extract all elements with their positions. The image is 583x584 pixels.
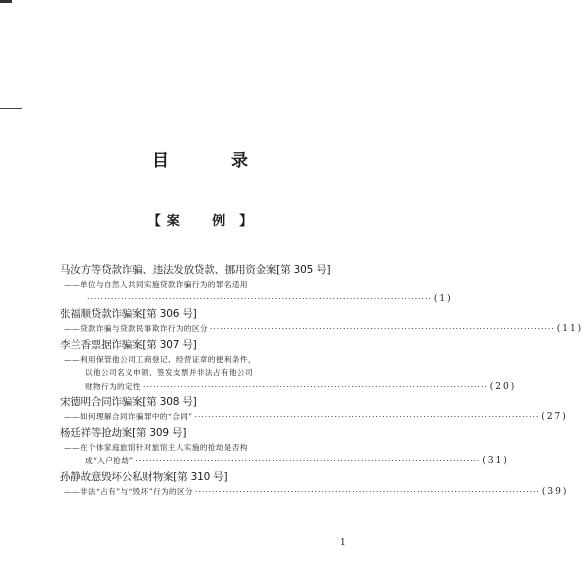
leader-line (60, 485, 569, 500)
toc-entry[interactable] (60, 469, 569, 500)
leader-line (60, 454, 509, 469)
page-ref-number: 11 (562, 324, 578, 334)
toc-entry[interactable] (60, 262, 453, 306)
page-ref: (39) (541, 486, 569, 497)
page-ref-number: 20 (495, 381, 511, 392)
case-subtitle: ——贷款诈骗与贷款民事欺诈行为的区分 (64, 324, 208, 333)
page-ref: (11) (556, 324, 583, 334)
section-label: 案 例 (166, 214, 240, 229)
table-of-contents (60, 262, 583, 499)
case-subtitle: ——单位与自然人共同实施贷款诈骗行为的罪名适用 (64, 280, 248, 289)
section-bracket-open: 【 (147, 214, 161, 229)
leader-line (60, 380, 517, 395)
case-title: 马汝方等贷款诈骗、违法发放贷款、挪用资金案[第 305 号] (60, 264, 331, 276)
dot-leader: ····································································································· (195, 486, 540, 496)
scan-edge-mark (0, 0, 12, 3)
section-heading (0, 210, 400, 229)
leader-line (60, 322, 583, 337)
case-subtitle: ——如何理解合同诈骗罪中的“合同” (64, 412, 193, 421)
page-title: 目 录 (152, 151, 276, 171)
page-ref: (27) (541, 412, 568, 422)
case-subtitle: ——非法“占有”与“毁坏”行为的区分 (64, 486, 194, 496)
page-ref: (31) (482, 456, 509, 466)
case-subtitle: ——在个体家庭旅馆针对旅馆主人实施的抢劫是否构 (64, 442, 248, 452)
section-bracket-close: 】 (239, 214, 253, 229)
case-title: 孙静故意毁坏公私财物案[第 310 号] (60, 470, 228, 483)
margin-rule (0, 108, 22, 109)
dot-leader: ····································································································· (135, 456, 481, 465)
page-ref: (1) (433, 293, 453, 304)
dot-leader: ····································································································· (194, 412, 540, 421)
toc-entry[interactable] (60, 337, 517, 395)
dot-leader: ····································································································· (87, 293, 432, 303)
dot-leader: ····································································································· (209, 324, 555, 333)
case-subtitle: 成“入户抢劫” (85, 456, 134, 465)
case-title: 宋德明合同诈骗案[第 308 号] (60, 396, 197, 408)
page-ref-number: 31 (487, 456, 504, 466)
page-ref-number: 39 (547, 486, 563, 497)
toc-entry[interactable] (60, 306, 583, 337)
page-ref-number: 27 (546, 412, 563, 422)
page-number: 1 (340, 538, 346, 548)
case-title: 杨廷祥等抢劫案[第 309 号] (60, 426, 187, 439)
case-subtitle: 以他公司名义申领、签发支票并非法占有他公司 (85, 368, 253, 377)
page-ref-number: 1 (439, 293, 448, 304)
toc-entry[interactable] (60, 394, 568, 425)
leader-line (60, 292, 453, 307)
case-title: 李兰香票据诈骗案[第 307 号] (60, 338, 197, 351)
case-subtitle: 财物行为的定性 (85, 381, 141, 391)
dot-leader: ····································································································· (142, 381, 488, 391)
case-title: 张福顺贷款诈骗案[第 306 号] (60, 308, 197, 320)
toc-entry[interactable] (60, 425, 509, 469)
leader-line (60, 410, 568, 425)
case-subtitle: ——利用保管他公司工商登记、经营证章的便利条件， (64, 354, 256, 364)
page-ref: (20) (489, 381, 517, 392)
